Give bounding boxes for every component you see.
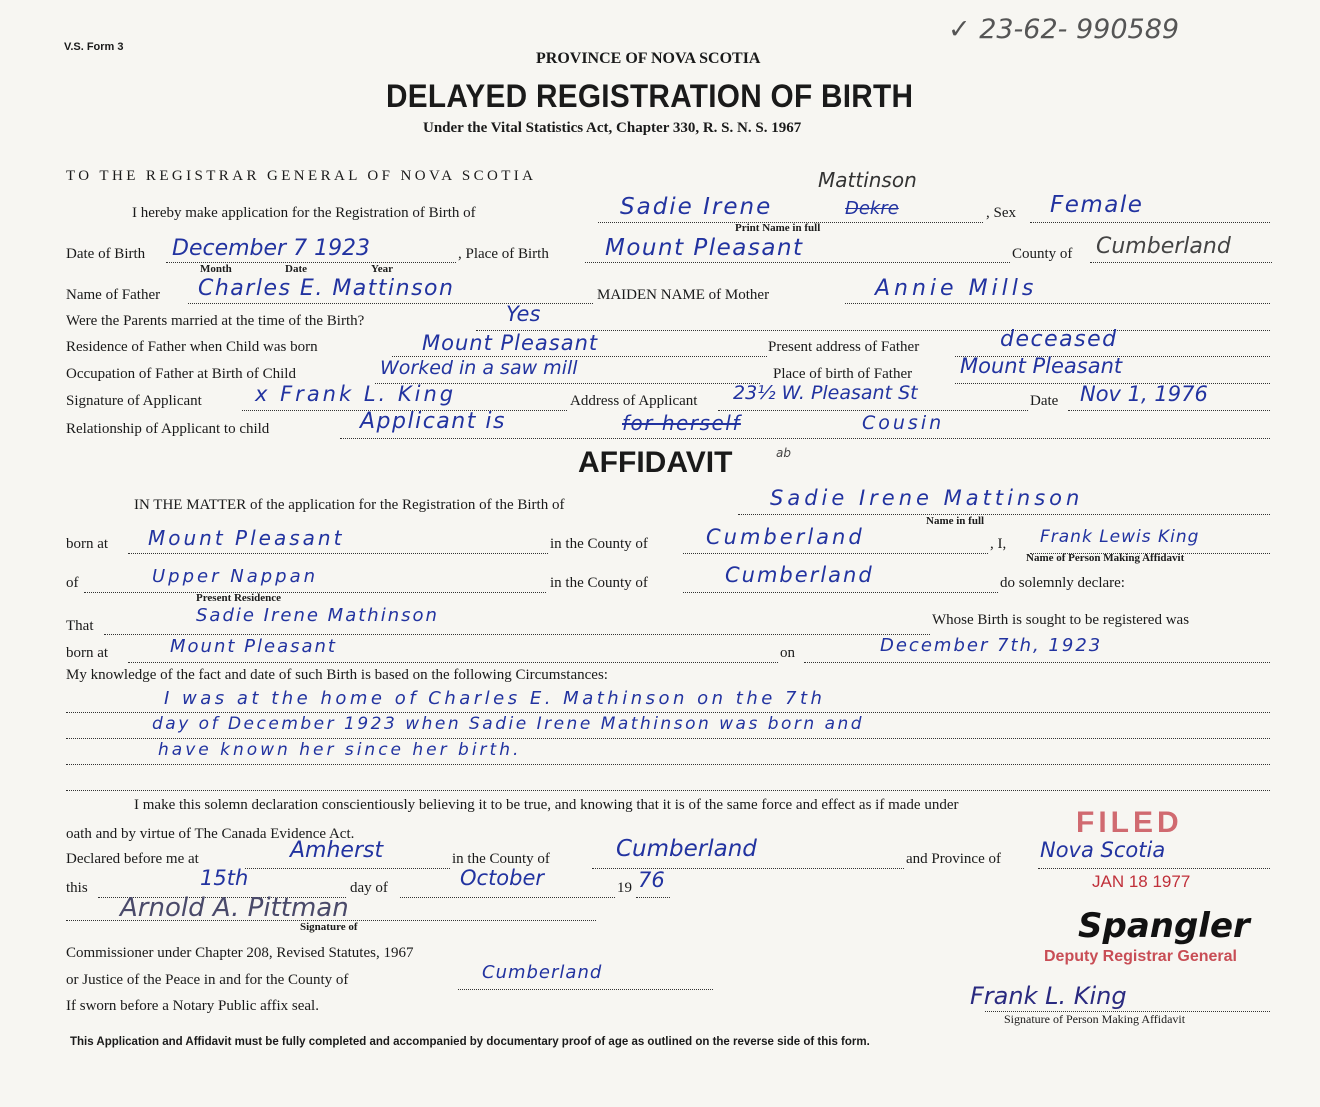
year-line	[636, 897, 670, 898]
notary-label: If sworn before a Notary Public affix seal.	[66, 998, 319, 1014]
sex-label: , Sex	[986, 205, 1016, 221]
dob-label: Date of Birth	[66, 246, 146, 262]
father-label: Name of Father	[66, 287, 161, 303]
dob-value: December 7 1923	[172, 236, 371, 261]
name-value: Sadie Irene	[620, 194, 773, 220]
date-label: Date	[1030, 393, 1059, 409]
justice-county-line	[458, 989, 713, 990]
county-value-aff: Cumberland	[706, 525, 865, 549]
declaration-2: oath and by virtue of The Canada Evidence Act.	[66, 826, 355, 842]
relationship-line	[340, 438, 1270, 439]
date-value: Nov 1, 1976	[1080, 382, 1208, 406]
county-line-aff-2	[683, 592, 998, 593]
year-value: 76	[638, 868, 665, 892]
name-inserted: Mattinson	[818, 168, 917, 192]
mother-value: Annie Mills	[875, 276, 1038, 301]
deponent-sig-label: Signature of Person Making Affidavit	[1004, 1012, 1186, 1026]
declared-label: Declared before me at	[66, 851, 199, 867]
this-value: 15th	[200, 866, 249, 890]
mother-label: MAIDEN NAME of Mother	[597, 287, 770, 303]
res-father-value: Mount Pleasant	[422, 331, 599, 355]
name-struck: Dekre	[845, 198, 899, 219]
residence-value: Upper Nappan	[152, 566, 319, 587]
father-birthplace-value: Mount Pleasant	[960, 354, 1123, 378]
day-of-label: day of	[350, 880, 388, 896]
county-line	[1090, 262, 1272, 263]
matter-label: IN THE MATTER of the application for the Registration of the Birth of	[134, 497, 565, 513]
born-at-line-2	[128, 662, 778, 663]
justice-county-value: Cumberland	[482, 962, 603, 983]
registrar-title-stamp: Deputy Registrar General	[1044, 948, 1237, 965]
circumstance-line-1	[66, 712, 1270, 713]
deponent-value: Frank Lewis King	[1040, 527, 1200, 547]
declare-label: do solemnly declare:	[1000, 575, 1125, 591]
dob-month-sublabel: Month	[200, 263, 232, 275]
relationship-label: Relationship of Applicant to child	[66, 421, 270, 437]
form-subtitle: Under the Vital Statistics Act, Chapter 330, R. S. N. S. 1967	[423, 120, 802, 136]
filed-date-stamp: JAN 18 1977	[1092, 872, 1191, 891]
month-value: October	[460, 866, 545, 890]
on-value: December 7th, 1923	[880, 635, 1103, 656]
justice-label: or Justice of the Peace in and for the County of	[66, 972, 349, 988]
addressee: TO THE REGISTRAR GENERAL OF NOVA SCOTIA	[66, 168, 537, 184]
dob-year-sublabel: Year	[371, 263, 393, 275]
born-at-value: Mount Pleasant	[148, 526, 345, 550]
county-line-aff	[683, 553, 988, 554]
deponent-signature: Frank L. King	[970, 982, 1127, 1010]
on-line	[804, 662, 1270, 663]
declared-county-value: Cumberland	[616, 836, 757, 862]
i-label: , I,	[990, 536, 1007, 552]
this-label: this	[66, 880, 88, 896]
circumstance-2: day of December 1923 when Sadie Irene Mathinson was born and	[152, 714, 865, 734]
in-county-label-2: in the County of	[550, 575, 648, 591]
registrar-signature: Spangler	[1078, 906, 1250, 946]
married-value: Yes	[506, 302, 541, 326]
footer-note: This Application and Affidavit must be fully completed and accompanied by documentary proof of age as outlined on the reverse side of this form.	[70, 1036, 870, 1048]
born-at-value-2: Mount Pleasant	[170, 636, 337, 657]
born-at-line	[128, 553, 548, 554]
mother-line	[845, 303, 1270, 304]
province-line	[1038, 868, 1270, 869]
addr-applicant-label: Address of Applicant	[570, 393, 698, 409]
present-addr-label: Present address of Father	[768, 339, 920, 355]
born-at-label: born at	[66, 536, 109, 552]
sig-applicant-label: Signature of Applicant	[66, 393, 202, 409]
present-addr-value: deceased	[1000, 327, 1118, 352]
commissioner-label: Commissioner under Chapter 208, Revised Statutes, 1967	[66, 945, 414, 961]
month-line	[400, 897, 615, 898]
in-county-label: in the County of	[550, 536, 648, 552]
of-label: of	[66, 575, 79, 591]
matter-value: Sadie Irene Mattinson	[770, 486, 1084, 510]
relationship-mark: ab	[776, 446, 791, 460]
res-father-label: Residence of Father when Child was born	[66, 339, 318, 355]
registration-number: ✓ 23-62- 990589	[948, 14, 1180, 45]
declaration-1: I make this solemn declaration conscientiously believing it to be true, and knowing that it is of the same force and effect as if made under	[134, 797, 959, 813]
declared-at-value: Amherst	[290, 838, 384, 863]
residence-line	[84, 592, 546, 593]
dob-date-sublabel: Date	[285, 263, 307, 275]
circumstance-line-2	[66, 738, 1270, 739]
province-heading: PROVINCE OF NOVA SCOTIA	[536, 50, 761, 67]
matter-sublabel: Name in full	[926, 515, 985, 527]
whose-birth-label: Whose Birth is sought to be registered was	[932, 612, 1190, 628]
province-value: Nova Scotia	[1040, 838, 1166, 862]
on-label: on	[780, 645, 795, 661]
declared-at-line	[245, 868, 450, 869]
that-line	[104, 634, 930, 635]
father-birthplace-label: Place of birth of Father	[773, 366, 913, 382]
residence-sublabel: Present Residence	[196, 592, 282, 604]
sex-value: Female	[1050, 192, 1144, 218]
father-value: Charles E. Mattinson	[198, 276, 455, 301]
county-label: County of	[1012, 246, 1073, 262]
date-line	[1068, 410, 1270, 411]
name-sublabel: Print Name in full	[735, 222, 821, 234]
signature-of-label: Signature of	[300, 921, 358, 933]
county-value-aff-2: Cumberland	[725, 563, 874, 587]
form-title: DELAYED REGISTRATION OF BIRTH	[386, 78, 914, 114]
deponent-sublabel: Name of Person Making Affidavit	[1026, 552, 1185, 564]
intro-label: I hereby make application for the Registration of Birth of	[132, 205, 476, 221]
married-label: Were the Parents married at the time of the Birth?	[66, 313, 365, 329]
filed-stamp: FILED	[1076, 806, 1183, 839]
county-value: Cumberland	[1096, 234, 1231, 259]
form-id: V.S. Form 3	[64, 41, 124, 53]
year-prefix: 19	[617, 880, 632, 896]
relationship-struck: for herself	[622, 411, 741, 435]
declared-county-label: in the County of	[452, 851, 550, 867]
matter-line	[738, 514, 1270, 515]
that-label: That	[66, 618, 94, 634]
that-value: Sadie Irene Mathinson	[196, 605, 439, 626]
addr-applicant-value: 23½ W. Pleasant St	[733, 382, 918, 404]
place-label: , Place of Birth	[458, 246, 549, 262]
knowledge-label: My knowledge of the fact and date of such Birth is based on the following Circumstances:	[66, 667, 608, 683]
affidavit-heading: AFFIDAVIT	[578, 446, 733, 479]
relationship-value: Applicant is	[360, 409, 506, 434]
place-value: Mount Pleasant	[605, 235, 804, 261]
sig-applicant-value: x Frank L. King	[255, 382, 457, 406]
province-label: and Province of	[906, 851, 1001, 867]
circumstance-1: I was at the home of Charles E. Mathinson on the 7th	[164, 688, 826, 709]
born-at-label-2: born at	[66, 645, 109, 661]
circumstance-line-3	[66, 764, 1270, 765]
occupation-label: Occupation of Father at Birth of Child	[66, 366, 296, 382]
commissioner-signature: Arnold A. Pittman	[120, 893, 349, 923]
addr-applicant-line	[718, 410, 1028, 411]
circumstance-3: have known her since her birth.	[158, 740, 522, 760]
sex-line	[1030, 222, 1270, 223]
occupation-value: Worked in a saw mill	[380, 357, 578, 379]
place-line	[585, 262, 1010, 263]
relationship-inserted: Cousin	[862, 412, 945, 434]
circumstance-line-4	[66, 790, 1270, 791]
